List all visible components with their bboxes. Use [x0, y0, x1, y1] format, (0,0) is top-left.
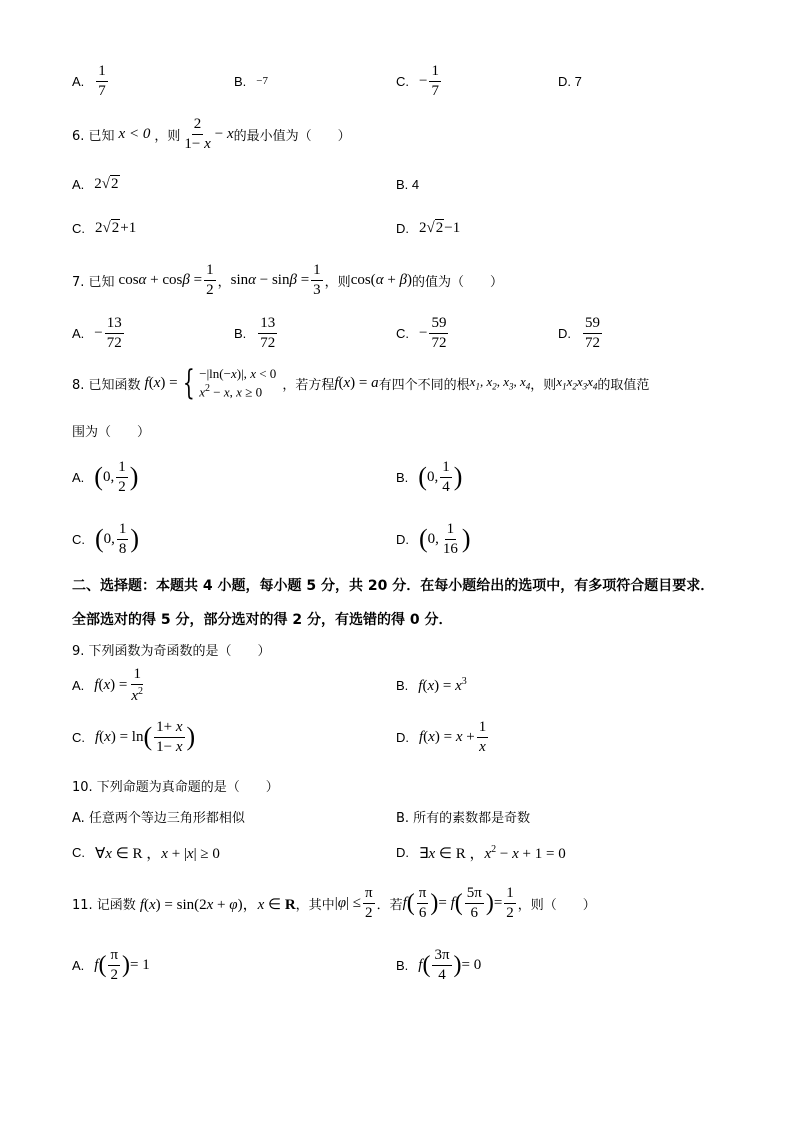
q8-option-a[interactable]: A. ( 0, $\frac{1}{2}$ ) — [72, 458, 139, 495]
question-10: 10. 下列命题为真命题的是（ ） — [72, 779, 279, 795]
q9-options-ab — [72, 660, 732, 710]
q8-options-ab — [72, 452, 732, 502]
q5-option-a[interactable]: A. $\frac{1}{7}$ — [72, 62, 106, 99]
q10-options-cd — [72, 836, 732, 868]
q10-option-d[interactable]: D. ∃x ∈ R ，$x^2 - x + 1 = 0$ — [396, 843, 566, 862]
q11-option-b[interactable]: B. f ( $\frac{3\pi}{4}$ ) = 0 — [396, 946, 482, 983]
q10-option-b[interactable]: B. 所有的素数都是奇数 — [396, 810, 531, 826]
q10-option-c[interactable]: C. ∀x ∈ R ，x + |x| ≥ 0 — [72, 844, 220, 862]
q7-option-a[interactable]: A. − $\frac{13}{72}$ — [72, 314, 122, 351]
q5-options — [72, 56, 732, 106]
q6-option-a[interactable]: A. 2√2 — [72, 175, 119, 192]
question-6: 6. 已知 x < 0 ，则 $\frac{2}{1- x}$ − x 的最小值为（ ） — [72, 115, 351, 152]
question-8: 8. 已知函数 f(x) = { −|ln(−x)|, x < 0 $x^2 - x$, x ≥ 0 ，若方程 f(x) = a 有四个不同的根 $x_1$, $x_2$, $x_3$, $x_4$ ，则 $x_1x_2x_3x_4$ 的取值范 — [72, 363, 650, 403]
q9-option-c[interactable]: C. f(x) = ln ( $\frac{1+ x}{1- x}$ ) — [72, 718, 196, 755]
q9-option-a[interactable]: A. f(x) = $\frac{1}{x^2}$ — [72, 665, 144, 704]
q7-option-b[interactable]: B. $\frac{13}{72}$ — [234, 314, 276, 351]
q10-option-a[interactable]: A. 任意两个等边三角形都相似 — [72, 810, 245, 826]
question-9: 9. 下列函数为奇函数的是（ ） — [72, 643, 271, 659]
q5-option-d[interactable]: D. 7 — [558, 73, 582, 89]
q8-option-b[interactable]: B. ( 0, $\frac{1}{4}$ ) — [396, 458, 463, 495]
q5-option-c[interactable]: C. − $\frac{1}{7}$ — [396, 62, 439, 99]
q7-option-c[interactable]: C. − $\frac{59}{72}$ — [396, 314, 447, 351]
question-11: 11. 记函数 f(x) = sin(2x + φ)，x ∈ R ，其中 |φ| ≤ $\frac{\pi}{2}$ ．若 f ( $\frac{\pi}{6}$ ) = f ( $\frac{5\pi}{6}$ ) = $\frac{1}{2}$ ，则（ ） — [72, 884, 596, 921]
q6-option-c[interactable]: C. 2√2+1 — [72, 219, 137, 236]
q11-option-a[interactable]: A. f ( $\frac{\pi}{2}$ ) = 1 — [72, 946, 150, 983]
q9-option-d[interactable]: D. f(x) = x + $\frac{1}{x}$ — [396, 718, 487, 755]
question-8-wrap: 围为（ ） — [72, 424, 151, 440]
q9-option-b[interactable]: B. $f(x) = x^3$ — [396, 675, 467, 694]
q8-options-cd — [72, 514, 732, 564]
q6-options-cd — [72, 206, 732, 250]
q10-options-ab — [72, 800, 732, 832]
q7-options — [72, 308, 732, 358]
q8-option-d[interactable]: D. ( 0, $\frac{1}{16}$ ) — [396, 520, 471, 557]
q6-option-d[interactable]: D. 2√2−1 — [396, 219, 461, 236]
q8-option-c[interactable]: C. ( 0, $\frac{1}{8}$ ) — [72, 520, 140, 557]
q6-option-b[interactable]: B. 4 — [396, 176, 420, 192]
q6-options-ab — [72, 162, 732, 206]
question-7: 7. 已知 cosα + cosβ = $\frac{1}{2}$ ， sinα − sinβ = $\frac{1}{3}$ ，则 cos(α + β) 的值为（ ） — [72, 261, 504, 298]
q11-options — [72, 940, 732, 990]
q5-option-b[interactable]: B. −7 — [234, 73, 269, 89]
section-2-heading: 二、选择题：本题共 4 小题，每小题 5 分，共 20 分．在每小题给出的选项中，有多项符合题目要求．全部选对的得 5 分，部分选对的得 2 分，有选错的得 0 分． — [72, 578, 715, 628]
q9-options-cd — [72, 712, 732, 762]
q7-option-d[interactable]: D. $\frac{59}{72}$ — [558, 314, 600, 351]
